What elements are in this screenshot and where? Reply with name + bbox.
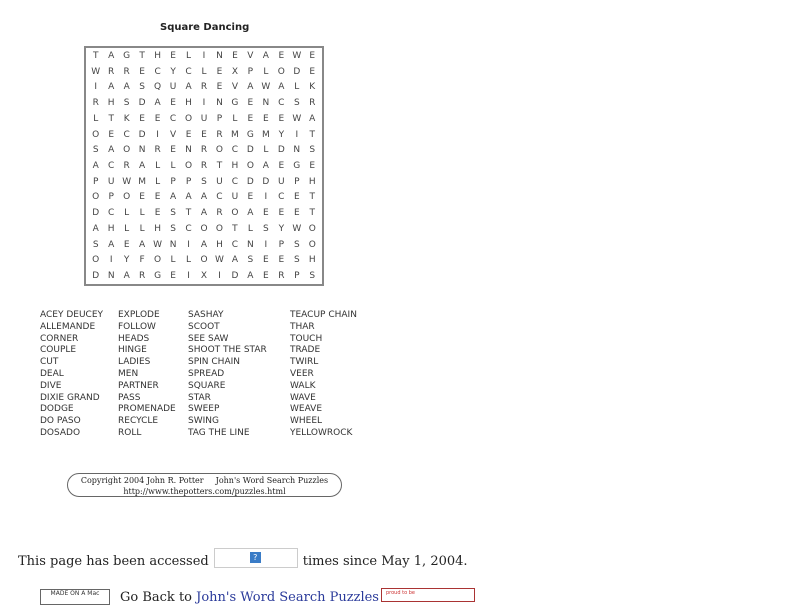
grid-cell: A [139, 239, 146, 250]
grid-cell: E [216, 82, 223, 93]
grid-cell: O [308, 223, 316, 234]
grid-cell: N [216, 98, 223, 109]
grid-cell: E [247, 113, 254, 124]
grid-cell: S [170, 208, 176, 219]
go-back-prefix: Go Back to [120, 590, 192, 605]
grid-cell: N [169, 239, 177, 250]
grid-cell: S [293, 255, 300, 266]
grid-cell: O [215, 223, 223, 234]
grid-cell: D [277, 145, 285, 156]
grid-cell: H [154, 50, 161, 61]
word-item: CUT [40, 357, 59, 368]
grid-cell: S [170, 223, 176, 234]
grid-cell: H [216, 239, 223, 250]
grid-cell: S [293, 98, 300, 109]
grid-cell: X [231, 66, 238, 77]
grid-cell: P [294, 176, 300, 187]
go-back-line [120, 590, 379, 605]
grid-cell: A [185, 192, 192, 203]
grid-cell: R [309, 98, 316, 109]
grid-cell: T [309, 208, 315, 219]
grid-cell: D [231, 271, 239, 282]
grid-cell: C [123, 129, 130, 140]
grid-cell: I [109, 255, 113, 266]
word-item: SQUARE [188, 380, 226, 391]
grid-cell: S [92, 239, 99, 250]
grid-cell: U [216, 176, 223, 187]
grid-cell: C [216, 192, 223, 203]
grid-cell: S [92, 145, 99, 156]
grid-cell: E [293, 208, 300, 219]
word-column [290, 310, 370, 440]
grid-cell: Y [278, 129, 285, 140]
grid-cell: T [185, 208, 192, 219]
grid-cell: O [231, 208, 239, 219]
grid-cell: C [231, 145, 239, 156]
grid-cell: S [139, 82, 145, 93]
word-item: RECYCLE [118, 416, 159, 427]
grid-cell: H [231, 160, 239, 171]
word-item: MEN [118, 368, 139, 379]
grid-cell: C [278, 98, 285, 109]
grid-cell: D [293, 66, 301, 77]
grid-cell: H [308, 176, 316, 187]
grid-cell: N [262, 98, 270, 109]
grid-cell: U [107, 176, 115, 187]
grid-cell: U [231, 192, 239, 203]
grid-cell: L [201, 66, 207, 77]
grid-cell: N [107, 271, 115, 282]
grid-cell: K [123, 113, 130, 124]
grid-cell: E [263, 271, 269, 282]
grid-cell: A [92, 223, 99, 234]
grid-cell: O [215, 145, 223, 156]
grid-cell: H [107, 98, 115, 109]
grid-cell: E [263, 113, 269, 124]
grid-cell: H [185, 98, 192, 109]
grid-cell: I [202, 50, 206, 61]
grid-cell: V [169, 129, 177, 140]
word-item: THAR [290, 321, 315, 332]
grid-cell: G [246, 129, 254, 140]
grid-cell: I [218, 271, 221, 282]
grid-cell: V [231, 82, 238, 93]
grid-cell: E [247, 98, 254, 109]
grid-cell: E [278, 255, 285, 266]
grid-cell: R [200, 160, 208, 171]
grid-cell: Y [170, 66, 176, 77]
grid-cell: R [200, 145, 208, 156]
grid-cell: I [264, 239, 268, 250]
grid-cell: E [263, 255, 269, 266]
grid-cell: E [170, 145, 176, 156]
grid-cell: R [154, 145, 161, 156]
word-column [188, 310, 290, 440]
word-item: DODGE [40, 404, 74, 415]
grid-cell: A [200, 208, 208, 219]
grid-cell: A [262, 50, 269, 61]
grid-cell: S [293, 239, 300, 250]
grid-cell: I [187, 239, 190, 250]
grid-cell: L [93, 113, 99, 124]
grid-cell: E [216, 66, 223, 77]
grid-cell: H [308, 255, 316, 266]
grid-cell: A [247, 82, 254, 93]
access-counter-line [18, 551, 468, 571]
grid-cell: A [154, 98, 161, 109]
grid-cell: L [186, 255, 192, 266]
word-item: DIXIE GRAND [40, 392, 100, 403]
word-item: TRADE [290, 345, 321, 356]
grid-cell: E [309, 50, 316, 61]
grid-cell: L [139, 208, 145, 219]
word-item: DEAL [40, 368, 64, 379]
grid-cell: E [123, 239, 130, 250]
grid-cell: A [108, 239, 115, 250]
grid-cell: L [232, 113, 238, 124]
grid-cell: E [139, 66, 145, 77]
grid-cell: I [94, 82, 98, 93]
grid-cell: A [139, 160, 146, 171]
grid-cell: T [108, 113, 114, 124]
grid-cell: C [185, 223, 192, 234]
grid-cell: S [309, 271, 316, 282]
word-item: SASHAY [188, 310, 224, 320]
grid-cell: E [278, 208, 285, 219]
grid-cell: A [185, 82, 192, 93]
grid-cell: O [184, 160, 193, 171]
word-item: DIVE [40, 380, 62, 391]
word-item: YELLOWROCK [290, 427, 353, 438]
word-search-puzzles-link[interactable]: John's Word Search Puzzles [196, 590, 379, 605]
grid-cell: C [278, 192, 285, 203]
grid-cell: R [278, 271, 285, 282]
grid-cell: C [154, 66, 161, 77]
grid-cell: N [247, 239, 254, 250]
grid-cell: W [215, 255, 224, 266]
grid-cell: C [231, 176, 239, 187]
puzzle-title: Square Dancing [160, 22, 250, 33]
grid-cell: O [92, 192, 100, 203]
word-item: TOUCH [290, 333, 323, 344]
grid-cell: N [293, 145, 301, 156]
word-item: WALK [290, 380, 316, 391]
word-item: TAG THE LINE [188, 427, 250, 438]
grid-cell: G [123, 50, 131, 61]
grid-cell: Y [123, 255, 130, 266]
word-item: TEACUP CHAIN [290, 310, 357, 320]
grid-cell: D [246, 176, 254, 187]
grid-cell: L [186, 50, 192, 61]
grid-cell: A [108, 50, 115, 61]
grid-cell: G [293, 160, 301, 171]
word-item: COUPLE [40, 345, 77, 356]
word-item: SEE SAW [188, 333, 229, 344]
grid-cell: C [185, 66, 192, 77]
grid-cell: N [216, 50, 223, 61]
word-column [40, 310, 118, 440]
grid-cell: E [108, 129, 115, 140]
word-item: SPIN CHAIN [188, 357, 240, 368]
grid-cell: L [155, 176, 161, 187]
access-text-after: times since May 1, 2004. [302, 553, 468, 569]
grid-cell: R [123, 66, 130, 77]
grid-cell: U [169, 82, 177, 93]
grid-cell: I [202, 98, 206, 109]
grid-cell: S [201, 176, 207, 187]
grid-cell: A [108, 145, 115, 156]
grid-cell: C [108, 160, 115, 171]
word-item: CORNER [40, 333, 79, 344]
grid-cell: E [263, 208, 269, 219]
grid-cell: E [139, 113, 145, 124]
grid-cell: L [170, 255, 176, 266]
grid-cell: O [154, 255, 162, 266]
grid-cell: E [139, 192, 145, 203]
word-column [118, 310, 188, 440]
word-item: PARTNER [118, 380, 159, 391]
grid-cell: E [278, 113, 285, 124]
hit-counter [214, 548, 298, 568]
word-item: WEAVE [290, 404, 323, 415]
grid-cell: R [216, 129, 223, 140]
grid-cell: A [169, 192, 177, 203]
word-item: TWIRL [290, 357, 319, 368]
grid-cell: A [309, 113, 316, 124]
word-item: DOSADO [40, 427, 81, 438]
grid-cell: E [154, 192, 161, 203]
grid-cell: T [309, 129, 315, 140]
word-item: SWEEP [188, 404, 220, 415]
grid-cell: E [309, 160, 316, 171]
grid-cell: E [154, 208, 161, 219]
grid-cell: A [247, 208, 254, 219]
grid-cell: H [154, 223, 161, 234]
grid-cell: I [187, 271, 190, 282]
grid-cell: E [247, 192, 254, 203]
grid-cell: D [138, 129, 146, 140]
grid-cell: E [170, 98, 176, 109]
grid-cell: L [155, 160, 161, 171]
grid-cell: W [292, 50, 302, 61]
grid-cell: E [309, 66, 316, 77]
word-item: WHEEL [290, 416, 323, 427]
grid-cell: L [294, 82, 300, 93]
grid-cell: D [262, 176, 270, 187]
grid-cell: P [170, 176, 176, 187]
grid-cell: A [123, 82, 130, 93]
grid-cell: V [247, 50, 254, 61]
word-item: SPREAD [188, 368, 225, 379]
grid-cell: A [247, 271, 254, 282]
grid-cell: L [247, 223, 253, 234]
grid-cell: S [309, 145, 316, 156]
grid-cell: N [138, 145, 146, 156]
grid-cell: C [169, 113, 177, 124]
grid-cell: W [122, 176, 132, 187]
grid-cell: O [200, 223, 208, 234]
grid-cell: D [92, 271, 100, 282]
grid-cell: G [231, 98, 239, 109]
grid-cell: R [123, 160, 130, 171]
grid-cell: L [170, 160, 176, 171]
grid-cell: I [264, 192, 268, 203]
grid-cell: M [231, 129, 239, 140]
grid-cell: E [278, 50, 285, 61]
grid-cell: O [123, 145, 131, 156]
grid-cell: P [278, 239, 285, 250]
grid-cell: T [232, 223, 238, 234]
grid-cell: O [308, 239, 316, 250]
grid-cell: C [108, 208, 115, 219]
grid-cell: L [263, 66, 269, 77]
grid-cell: O [92, 255, 100, 266]
site-name: John's Word Search Puzzles [215, 476, 329, 485]
word-item: HINGE [118, 345, 147, 356]
grid-cell: M [261, 129, 270, 140]
word-item: ROLL [118, 427, 142, 438]
word-item: WAVE [290, 392, 316, 403]
grid-cell: M [138, 176, 146, 187]
grid-cell: S [263, 223, 269, 234]
word-item: VEER [290, 368, 314, 379]
word-search-grid [84, 46, 324, 286]
grid-cell: W [292, 223, 302, 234]
grid-cell: H [107, 223, 115, 234]
grid-cell: Y [278, 223, 285, 234]
grid-cell: U [278, 176, 285, 187]
grid-cell: A [200, 239, 208, 250]
word-item: SHOOT THE STAR [188, 345, 267, 356]
grid-cell: A [231, 255, 238, 266]
grid-cell: T [92, 50, 99, 61]
broken-image-icon: ? [250, 552, 261, 563]
grid-cell: E [185, 129, 192, 140]
word-item: SCOOT [188, 321, 220, 332]
copyright-box [67, 473, 342, 497]
grid-cell: W [292, 113, 302, 124]
grid-cell: C [231, 239, 239, 250]
grid-cell: W [153, 239, 163, 250]
word-item: PROMENADE [118, 404, 176, 415]
grid-cell: U [200, 113, 208, 124]
grid-cell: A [123, 271, 130, 282]
grid-cell: R [216, 208, 223, 219]
grid-cell: T [139, 50, 145, 61]
word-item: HEADS [118, 333, 150, 344]
grid-cell: P [294, 271, 300, 282]
grid-cell: P [185, 176, 192, 187]
grid-cell: R [138, 271, 146, 282]
grid-cell: O [200, 255, 208, 266]
grid-cell: A [92, 160, 99, 171]
grid-cell: E [232, 50, 238, 61]
grid-cell: L [139, 223, 145, 234]
word-item: SWING [188, 416, 219, 427]
grid-cell: S [123, 98, 130, 109]
grid-cell: O [123, 192, 131, 203]
grid-cell: A [108, 82, 115, 93]
grid-cell: A [200, 192, 208, 203]
grid-cell: I [295, 129, 299, 140]
word-list [40, 310, 370, 440]
word-item: ALLEMANDE [40, 321, 96, 332]
copyright-url: http://www.thepotters.com/puzzles.html [123, 487, 286, 496]
grid-cell: P [216, 113, 223, 124]
copyright-text: Copyright 2004 John R. Potter [80, 476, 204, 485]
word-item: PASS [118, 392, 141, 403]
grid-cell: A [278, 82, 285, 93]
grid-cell: O [246, 160, 254, 171]
word-item: STAR [188, 392, 211, 403]
grid-cell: A [262, 160, 269, 171]
grid-cell: N [185, 145, 192, 156]
grid-cell: K [309, 82, 316, 93]
grid-cell: L [124, 208, 130, 219]
grid-cell: G [154, 271, 162, 282]
grid-cell: E [278, 160, 285, 171]
grid-cell: T [216, 160, 223, 171]
grid-cell: P [247, 66, 254, 77]
grid-cell: D [138, 98, 146, 109]
word-item: FOLLOW [118, 321, 156, 332]
grid-cell: W [261, 82, 271, 93]
grid-cell: I [156, 129, 159, 140]
grid-cell: R [108, 66, 115, 77]
grid-cell: T [309, 192, 315, 203]
grid-cell: X [200, 271, 208, 282]
grid-cell: O [184, 113, 193, 124]
grid-cell: E [293, 192, 300, 203]
word-item: EXPLODE [118, 310, 160, 320]
grid-cell: Q [154, 82, 162, 93]
grid-cell: P [93, 176, 99, 187]
grid-cell: E [170, 271, 176, 282]
grid-cell: D [92, 208, 100, 219]
word-item: ACEY DEUCEY [40, 310, 103, 320]
made-on-mac-badge[interactable]: MADE ON A Mac [40, 589, 110, 605]
word-item: LADIES [118, 357, 151, 368]
access-text-before: This page has been accessed [18, 553, 209, 569]
proud-badge[interactable]: proud to be [381, 588, 475, 602]
grid-cell: F [139, 255, 145, 266]
grid-cell: R [200, 82, 208, 93]
grid-cell: R [92, 98, 99, 109]
grid-cell: E [154, 113, 161, 124]
word-item: DO PASO [40, 416, 81, 427]
grid-cell: W [91, 66, 101, 77]
grid-cell: E [170, 50, 176, 61]
grid-cell: S [247, 255, 254, 266]
grid-cell: O [277, 66, 285, 77]
grid-cell: L [124, 223, 130, 234]
grid-cell: P [108, 192, 114, 203]
grid-cell: D [246, 145, 254, 156]
grid-cell: E [201, 129, 207, 140]
grid-cell: L [263, 145, 269, 156]
grid-cell: O [92, 129, 100, 140]
